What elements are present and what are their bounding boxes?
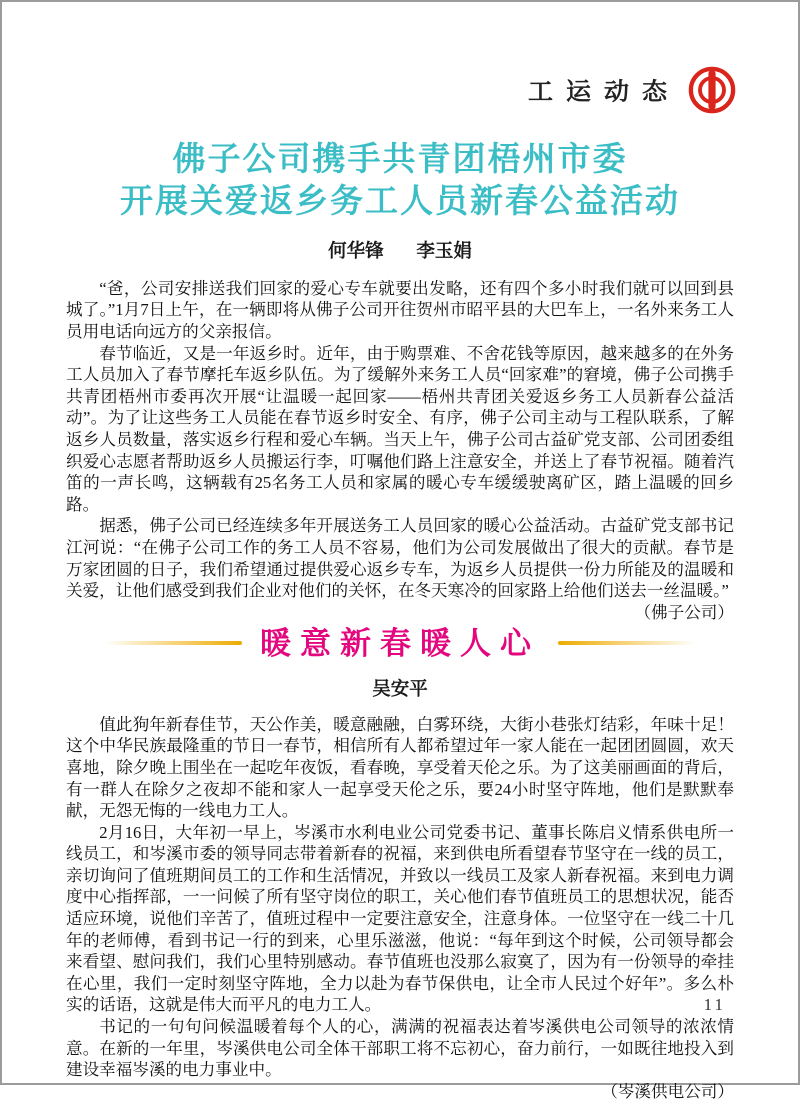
article2-author: 吴安平 <box>372 679 428 700</box>
article2-paragraph <box>66 822 734 1016</box>
article1-title <box>2 138 798 222</box>
paragraph-text: 值此狗年新春佳节，天公作美，暖意融融，白雾环绕，大街小巷张灯结彩，年味十足！这个中华民族最隆重的节日一春节，相信所有人都希望过年一家人能在一起团团圆圆，欢天喜地，除夕晚上围坐在一起吃年夜饭，看春晚，享受着天伦之乐。为了这美丽画面的背后，有一群人在除夕之夜却不能和家人一起享受天伦之乐，要24小时坚守阵地，他们是默默奉献，无怨无悔的一线电力工人。 <box>66 714 734 821</box>
article1-author-1: 何华锋 <box>328 241 384 262</box>
article2-title: 暖意新春暖人心 <box>260 625 540 661</box>
paragraph-text: “爸，公司安排送我们回家的爱心专车就要出发略，还有四个多小时我们就可以回到县城了。”1月7日上午，在一辆即将从佛子公司开往贺州市昭平县的大巴车上，一名外来务工人员用电话向远方的父亲报信。 <box>66 278 734 341</box>
article2-body <box>2 714 798 1102</box>
article1-authors <box>2 237 798 263</box>
paragraph-text: 据悉，佛子公司已经连续多年开展送务工人员回家的暖心公益活动。古益矿党支部书记江河说：“在佛子公司工作的务工人员不容易，他们为公司发展做出了很大的贡献。春节是万家团圆的日子，我们希望通过提供爱心返乡专车，为返乡人员提供一份力所能及的温暖和关爱，让他们感受到我们企业对他们的关怀，在冬天寒冷的回家路上给他们送去一丝温暖。” <box>66 516 734 601</box>
page-number: 11 <box>703 995 726 1014</box>
trade-union-logo-icon <box>688 66 736 114</box>
article2-title-row <box>2 625 798 661</box>
gold-divider-line-right <box>558 641 694 646</box>
article1-body <box>2 278 798 622</box>
masthead <box>2 66 798 114</box>
article1-title-line1: 佛子公司携手共青团梧州市委 <box>172 140 628 177</box>
paragraph-text: 2月16日，大年初一早上，岑溪市水利电业公司党委书记、董事长陈启义情系供电所一线员工，和岑溪市委的领导同志带着新春的祝福，来到供电所看望春节坚守在一线的员工，亲切询问了值班期间员工的工作和生活情况，并致以一线员工及家人新春祝福。来到电力调度中心指挥部，一一问候了所有坚守岗位的职工，关心他们春节值班员工的思想状况，能否适应环境，说他们辛苦了，值班过程中一定要注意安全，注意身体。一位坚守在一线二十几年的老师傅，看到书记一行的到来，心里乐滋滋，他说：“每年到这个时候，公司领导都会来看望、慰问我们，我们心里特别感动。春节值班也没那么寂寞了，因为有一份领导的牵挂在心里，我们一定时刻坚守阵地，全力以赴为春节保供电，让全市人民过个好年”。多么朴实的话语，这就是伟大而平凡的电力工人。 <box>66 822 734 1015</box>
article2-paragraph <box>66 714 734 822</box>
article2-source-attribution: （岑溪供电公司） <box>601 1081 734 1101</box>
article2-paragraph <box>66 1016 734 1081</box>
paragraph-text: 春节临近，又是一年返乡时。近年，由于购票难、不舍花钱等原因，越来越多的在外务工人员加入了春节摩托车返乡队伍。为了缓解外来务工人员“回家难”的窘境，佛子公司携手共青团梧州市委再次开展“让温暖一起回家——梧州共青团关爱返乡务工人员新春公益活动”。为了让这些务工人员能在春节返乡时安全、有序，佛子公司主动与工程队联系，了解返乡人员数量，落实返乡行程和爱心车辆。当天上午，佛子公司古益矿党支部、公司团委组织爱心志愿者帮助返乡人员搬运行李，叮嘱他们路上注意安全，并送上了春节祝福。随着汽笛的一声长鸣，这辆载有25名务工人员和家属的暖心专车缓缓驶离矿区，踏上温暖的回乡路。 <box>66 343 734 514</box>
article1-paragraph <box>66 343 734 516</box>
masthead-title: 工运动态 <box>527 79 680 106</box>
article1-source-attribution: （佛子公司） <box>634 602 734 622</box>
article1-paragraph <box>66 515 734 622</box>
article1-title-line2: 开展关爱返乡务工人员新春公益活动 <box>120 181 680 219</box>
article1-paragraph <box>66 278 734 343</box>
paragraph-text: 书记的一句句问候温暖着每个人的心，满满的祝福表达着岑溪供电公司领导的浓浓情意。在新的一年里，岑溪供电公司全体干部职工将不忘初心，奋力前行，一如既往地投入到建设幸福岑溪的电力事业中。 <box>66 1017 734 1080</box>
gold-divider-line-left <box>106 641 242 646</box>
article1-author-2: 李玉娟 <box>416 241 472 262</box>
